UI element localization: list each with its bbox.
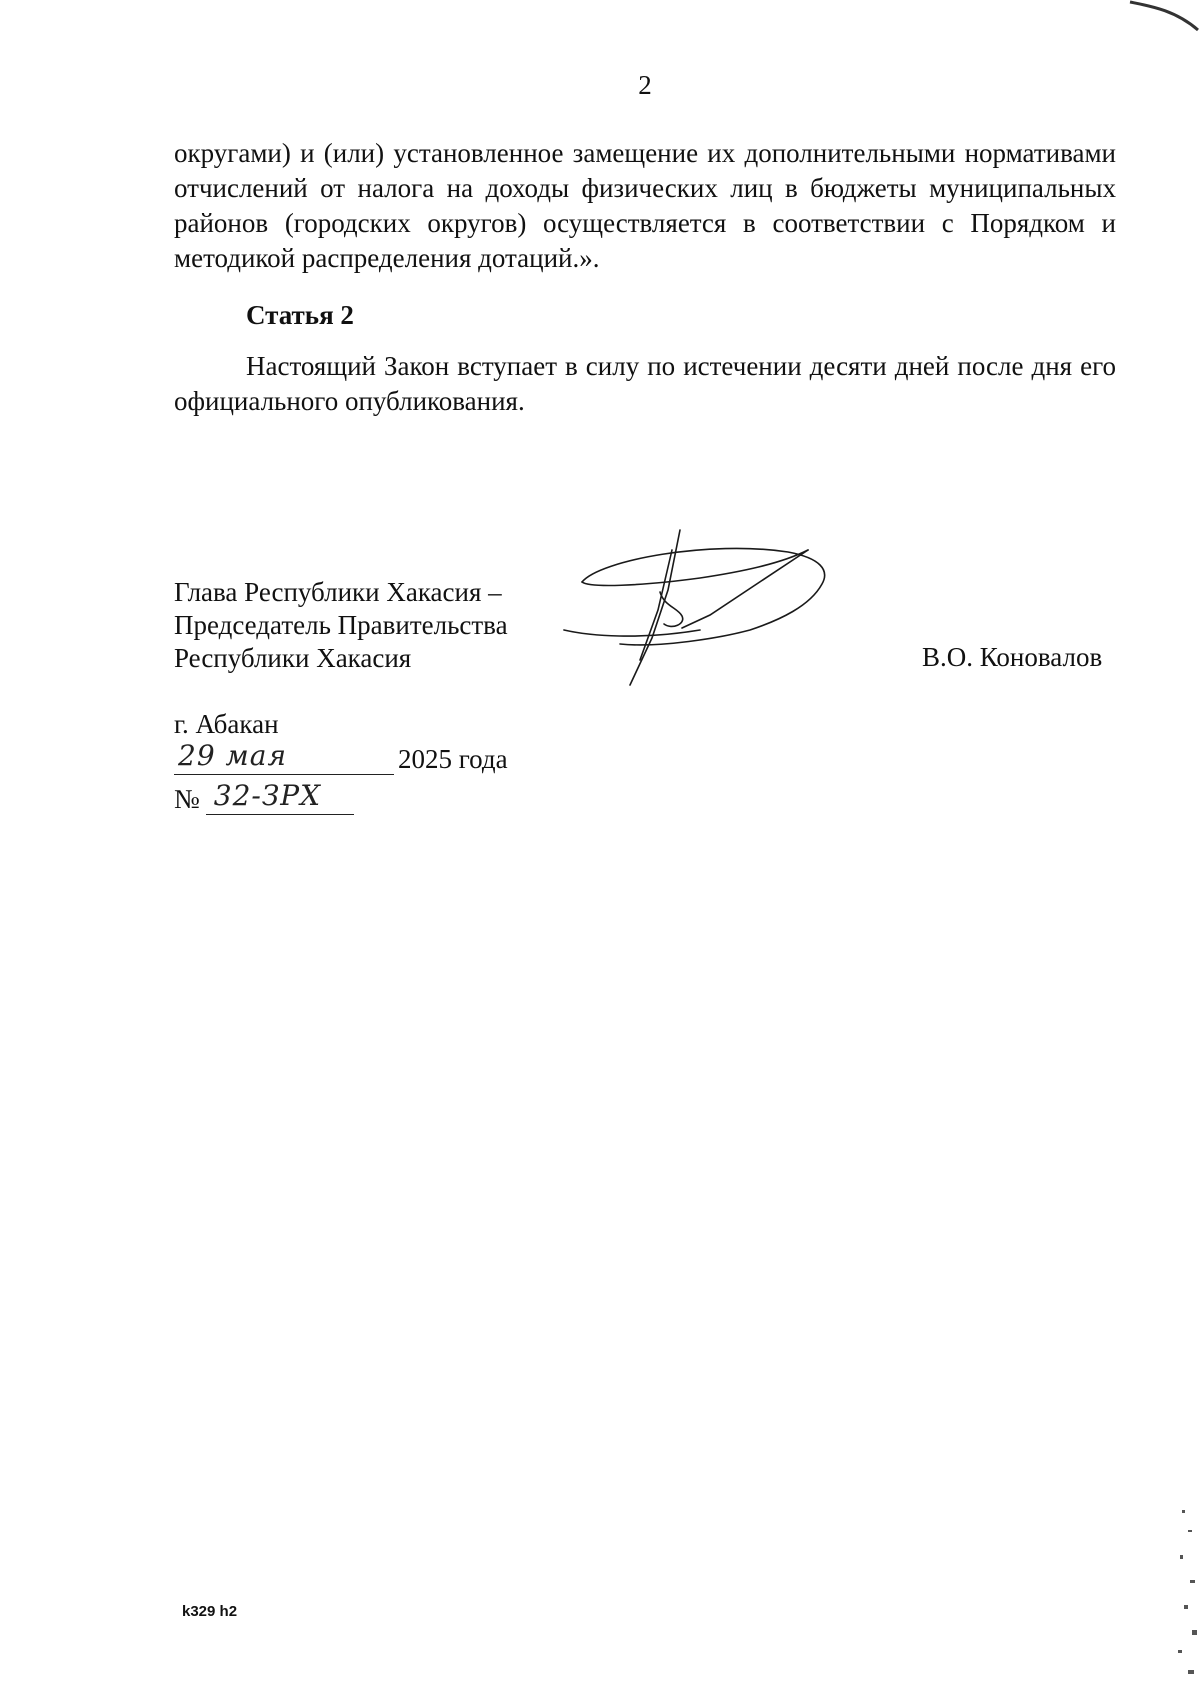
date-field <box>174 740 394 775</box>
signatory-name: В.О. Коновалов <box>922 642 1103 672</box>
handwritten-signature <box>560 520 860 700</box>
signing-date <box>174 740 508 775</box>
city: г. Абакан <box>174 709 279 739</box>
handwritten-date: 29 мая <box>178 739 287 772</box>
signatory-title <box>174 576 508 675</box>
scan-artifact <box>1120 0 1200 40</box>
footer-code: k329 h2 <box>182 1603 238 1620</box>
article-heading: Статья 2 <box>246 300 354 330</box>
number-sign: № <box>174 784 200 814</box>
handwritten-number: 32-ЗРХ <box>213 779 322 812</box>
paragraph-effective-date: Настоящий Закон вступает в силу по истечении десяти дней после дня его официального опубликования. <box>174 351 1116 416</box>
paragraph-continuation: округами) и (или) установленное замещение их дополнительными нормативами отчислений от налога на доходы физических лиц в бюджеты муниципальных районов (городских округов) осуществляется в соответствии с Порядком и методикой распределения дотаций.». <box>174 138 1116 273</box>
law-number <box>174 780 354 815</box>
signatory-title-line: Глава Республики Хакасия – <box>174 577 502 607</box>
year-text: 2025 года <box>398 744 508 774</box>
scan-artifact <box>1162 1500 1200 1686</box>
page-number: 2 <box>638 70 652 100</box>
signatory-title-line: Республики Хакасия <box>174 643 412 673</box>
signatory-title-line: Председатель Правительства <box>174 610 508 640</box>
number-field <box>206 780 354 815</box>
